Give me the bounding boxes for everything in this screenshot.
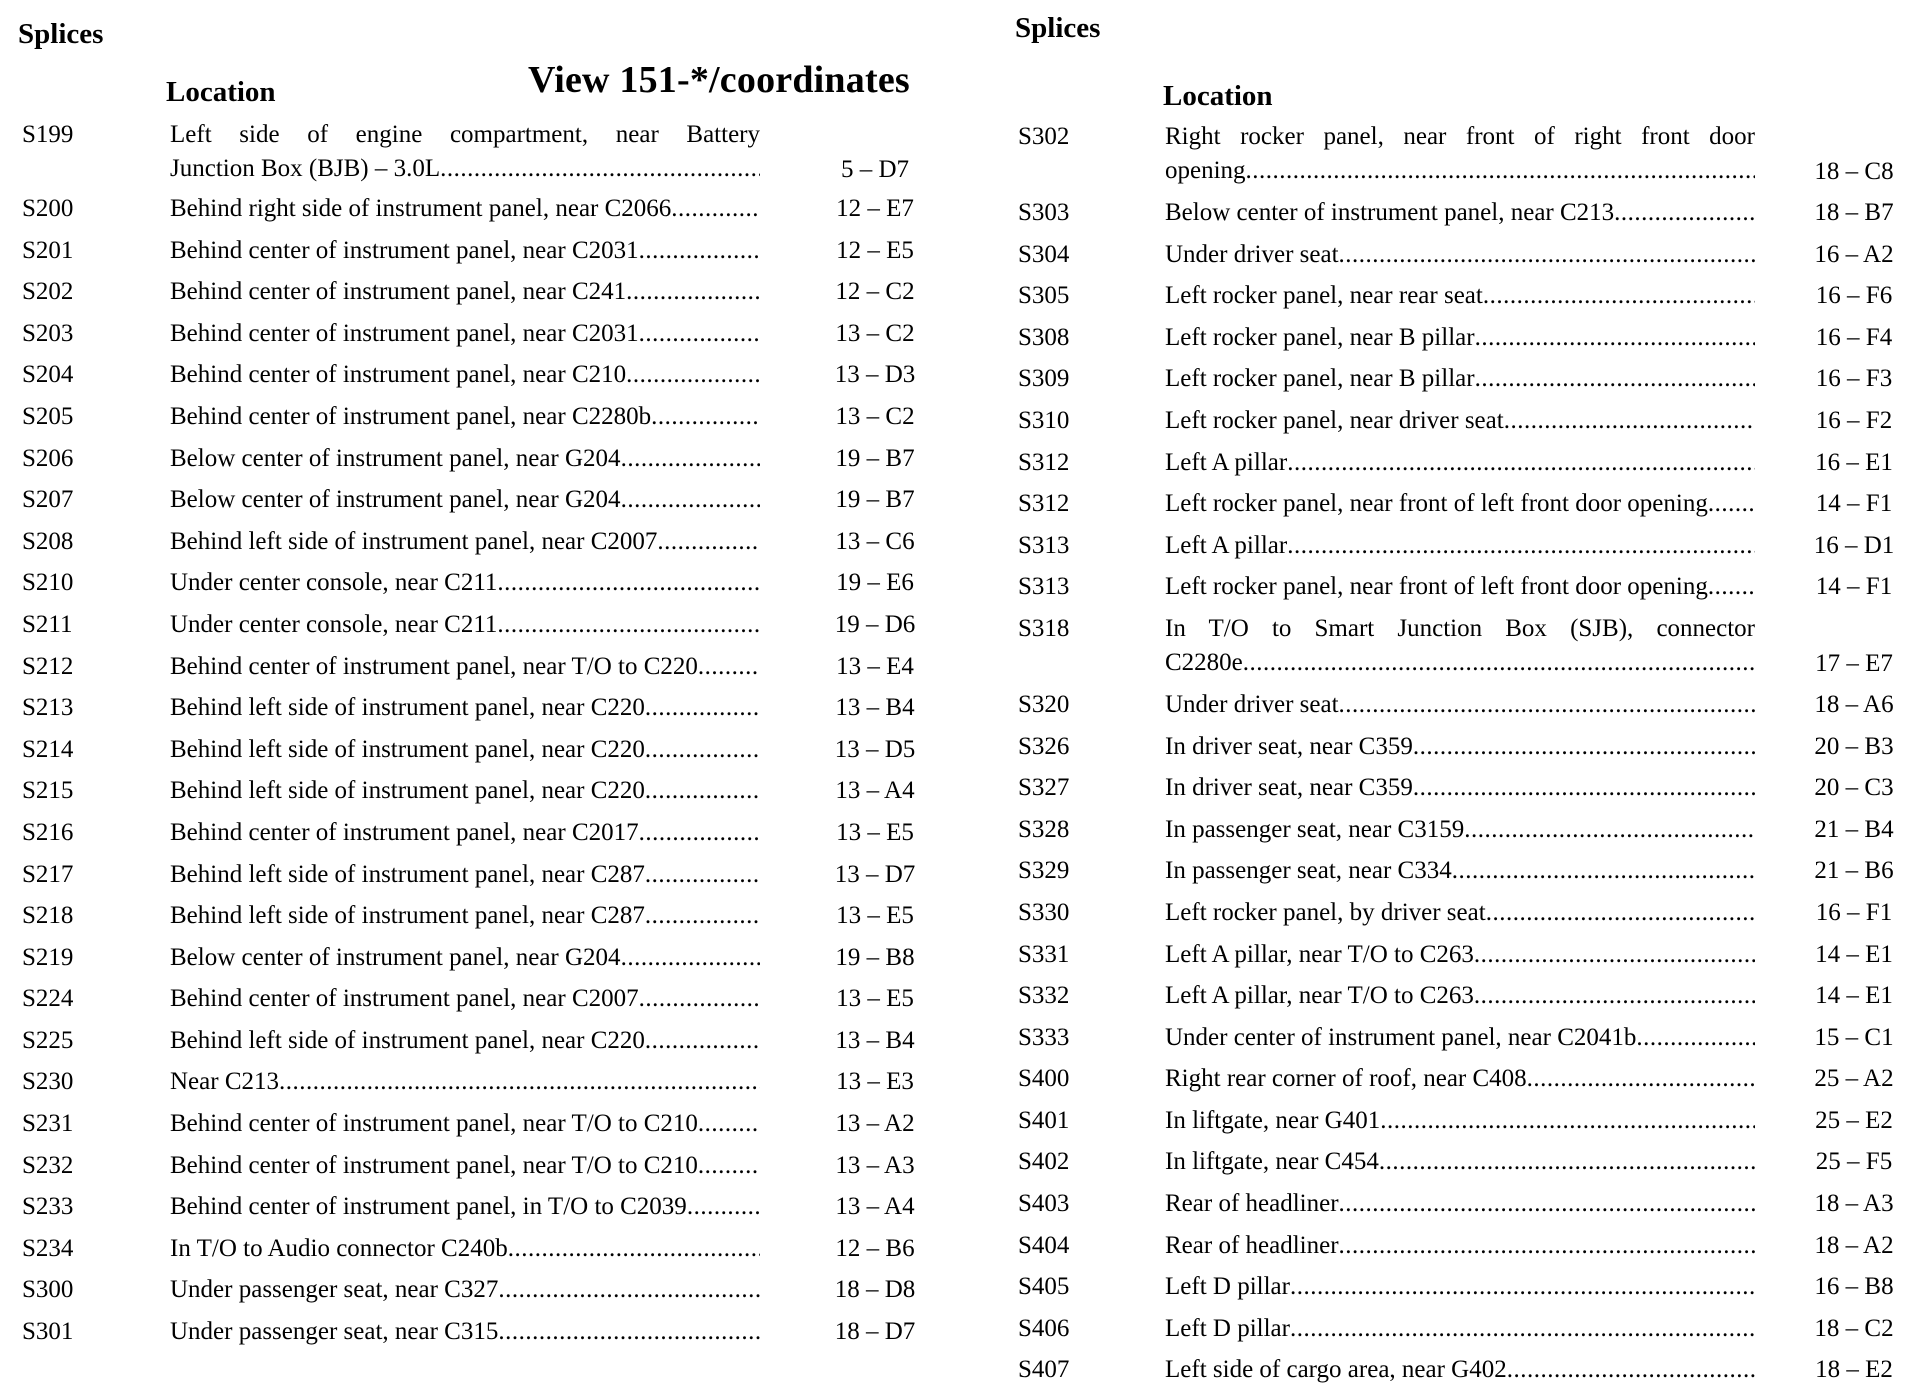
view-coordinate: 13 – A3 [835, 1151, 915, 1179]
splice-id: S215 [22, 777, 74, 805]
location-text: Left D pillar [1165, 1273, 1290, 1301]
location-text: Behind center of instrument panel, near C2031 [170, 319, 639, 347]
splice-id: S320 [1018, 690, 1070, 718]
view-coordinate: 18 – C8 [1814, 158, 1894, 185]
location-text: Near C213 [170, 1068, 279, 1096]
dot-leader [1474, 938, 1755, 972]
splice-location [170, 982, 760, 1016]
splice-location [170, 1190, 760, 1224]
splice-location [1165, 730, 1755, 764]
splice-location [170, 858, 760, 892]
dot-leader [1413, 730, 1755, 764]
splice-id: S210 [22, 569, 74, 597]
splice-id: S207 [22, 486, 74, 514]
splice-id: S219 [22, 943, 74, 971]
location-text: Left A pillar, near T/O to C263 [1165, 982, 1474, 1010]
dot-leader [687, 1190, 760, 1224]
splice-id: S333 [1018, 1023, 1070, 1051]
dot-leader [1380, 1104, 1755, 1138]
location-text: Behind center of instrument panel, near C2007 [170, 985, 639, 1013]
splice-id: S404 [1018, 1231, 1070, 1259]
splice-location [170, 234, 760, 268]
view-coordinate: 18 – B7 [1814, 199, 1894, 226]
location-text: Behind center of instrument panel, near T/O to C220 [170, 652, 698, 680]
dot-leader [1708, 570, 1755, 604]
location-text: Behind right side of instrument panel, near C2066 [170, 195, 672, 222]
splice-id: S406 [1018, 1314, 1070, 1342]
splice-id: S302 [1018, 123, 1070, 150]
dot-leader [1339, 1229, 1755, 1263]
view-coordinate: 13 – E5 [836, 818, 914, 846]
dot-leader [1287, 529, 1755, 563]
dot-leader [698, 1107, 760, 1141]
dot-leader [1483, 279, 1755, 313]
location-text: In liftgate, near C454 [1165, 1148, 1379, 1176]
location-text: Behind center of instrument panel, near C210 [170, 361, 627, 389]
splice-location [170, 483, 760, 517]
splice-location [170, 816, 760, 850]
splice-location [170, 275, 760, 309]
dot-leader [1339, 1187, 1755, 1221]
dot-leader [1475, 321, 1755, 355]
splice-id: S304 [1018, 240, 1070, 268]
splice-location [170, 442, 760, 476]
splice-id: S206 [22, 444, 74, 472]
splice-location [170, 941, 760, 975]
location-text: Below center of instrument panel, near C213 [1165, 199, 1615, 226]
splice-id: S199 [22, 121, 74, 148]
dot-leader [657, 525, 760, 559]
dot-leader [626, 275, 760, 309]
dot-leader [645, 691, 760, 725]
splice-location [170, 1232, 760, 1266]
splice-location [1165, 1229, 1755, 1263]
location-text: Right rocker panel, near front of right front door [1165, 123, 1755, 150]
splice-id: S403 [1018, 1190, 1070, 1218]
splice-id: S211 [22, 610, 73, 638]
splice-location [170, 566, 760, 600]
location-header: Location [166, 76, 276, 108]
splice-id: S216 [22, 818, 74, 846]
dot-leader [639, 816, 760, 850]
view-coordinate: 13 – D3 [834, 361, 916, 389]
splice-id: S331 [1018, 940, 1070, 968]
dot-leader [1290, 1270, 1755, 1304]
splice-location [1165, 1270, 1755, 1304]
location-text: Below center of instrument panel, near G204 [170, 486, 621, 514]
location-text: Left side of cargo area, near G402 [1165, 1356, 1507, 1384]
dot-leader [1504, 404, 1755, 438]
location-text: Behind center of instrument panel, near T/O to C210 [170, 1110, 698, 1138]
splice-id: S308 [1018, 323, 1070, 351]
view-coordinate: 25 – F5 [1815, 1148, 1893, 1176]
location-text: Behind center of instrument panel, near C2031 [170, 236, 639, 264]
splice-id: S318 [1018, 614, 1070, 642]
splice-location [170, 317, 760, 351]
view-coordinate: 18 – E2 [1815, 1356, 1893, 1384]
location-text: Rear of headliner [1165, 1190, 1339, 1218]
splice-location [1165, 570, 1755, 604]
splice-location [170, 1315, 760, 1349]
splice-id: S217 [22, 860, 74, 888]
splice-location [170, 118, 760, 186]
splice-id: S313 [1018, 531, 1070, 559]
dot-leader [1486, 896, 1755, 930]
splice-location [170, 1024, 760, 1058]
splice-location [1165, 404, 1755, 438]
location-text: In liftgate, near G401 [1165, 1106, 1381, 1134]
dot-leader [1527, 1062, 1755, 1096]
dot-leader [1474, 979, 1755, 1013]
location-text: In driver seat, near C359 [1165, 732, 1413, 760]
view-coordinate: 13 – E3 [836, 1068, 914, 1096]
view-coordinate: 19 – B7 [835, 444, 915, 472]
splice-id: S230 [22, 1068, 74, 1096]
location-text: Behind center of instrument panel, near C2280b [170, 402, 652, 430]
location-text: Left A pillar [1165, 448, 1288, 476]
location-text: Behind left side of instrument panel, near C287 [170, 860, 645, 888]
section-title: Splices [1015, 12, 1101, 44]
splice-location [170, 650, 760, 684]
dot-leader [626, 358, 760, 392]
splice-id: S231 [22, 1110, 74, 1138]
splice-id: S312 [1018, 448, 1070, 476]
splice-id: S218 [22, 902, 74, 930]
dot-leader [497, 566, 760, 600]
location-text: Under passenger seat, near C315 [170, 1318, 499, 1346]
location-text: Left A pillar [1165, 531, 1288, 559]
dot-leader [1708, 487, 1755, 521]
splice-location [1165, 1104, 1755, 1138]
view-coordinate: 19 – E6 [836, 569, 914, 597]
splice-location [1165, 938, 1755, 972]
dot-leader [1290, 1312, 1755, 1346]
view-coordinate: 18 – D8 [834, 1276, 916, 1304]
splice-id: S327 [1018, 774, 1070, 802]
view-coordinate: 12 – E7 [836, 195, 914, 222]
dot-leader [1287, 446, 1755, 480]
splice-id: S300 [22, 1276, 74, 1304]
splice-id: S328 [1018, 815, 1070, 843]
splice-location [1165, 979, 1755, 1013]
location-text: Behind center of instrument panel, near C241 [170, 278, 627, 306]
location-text: In passenger seat, near C334 [1165, 857, 1452, 885]
dot-leader [440, 152, 760, 186]
dot-leader [639, 982, 760, 1016]
splice-id: S214 [22, 735, 74, 763]
dot-leader [645, 733, 760, 767]
location-text: Left rocker panel, near front of left front door opening [1165, 573, 1708, 601]
view-coordinate: 13 – B4 [835, 1026, 915, 1054]
splice-id: S205 [22, 402, 74, 430]
dot-leader [498, 1315, 760, 1349]
view-coordinate: 14 – F1 [1815, 573, 1893, 601]
splice-location [170, 192, 760, 226]
location-text: Behind left side of instrument panel, near C287 [170, 902, 645, 930]
splice-location [1165, 529, 1755, 563]
location-text: Left rocker panel, near driver seat [1165, 406, 1504, 434]
view-coordinate: 13 – A4 [835, 777, 915, 805]
dot-leader [1339, 688, 1755, 722]
location-text: In passenger seat, near C3159 [1165, 815, 1465, 843]
view-coordinate: 13 – E5 [836, 985, 914, 1013]
section-title: Splices [18, 18, 104, 50]
splice-location [170, 525, 760, 559]
view-coordinate: 12 – B6 [835, 1234, 915, 1262]
splice-id: S329 [1018, 857, 1070, 885]
splice-id: S232 [22, 1151, 74, 1179]
splice-location [170, 1149, 760, 1183]
view-coordinate: 13 – A4 [835, 1193, 915, 1221]
view-coordinate: 13 – B4 [835, 694, 915, 722]
dot-leader [1636, 1021, 1755, 1055]
splice-location [1165, 362, 1755, 396]
splice-id: S402 [1018, 1148, 1070, 1176]
dot-leader [698, 1149, 760, 1183]
view-coordinate: 14 – E1 [1815, 982, 1893, 1010]
location-text: Left A pillar, near T/O to C263 [1165, 940, 1474, 968]
location-text: Left rocker panel, by driver seat [1165, 898, 1486, 926]
splice-location [1165, 688, 1755, 722]
location-text: Rear of headliner [1165, 1231, 1339, 1259]
view-coordinate: 14 – F1 [1815, 490, 1893, 518]
splice-id: S233 [22, 1193, 74, 1221]
view-coordinate: 19 – B8 [835, 943, 915, 971]
location-text: Behind left side of instrument panel, near C220 [170, 694, 645, 722]
view-coordinate: 19 – D6 [834, 610, 916, 638]
splice-id: S401 [1018, 1106, 1070, 1134]
location-text: Under center console, near C211 [170, 610, 498, 638]
dot-leader [1614, 196, 1755, 230]
splice-location [1165, 771, 1755, 805]
view-coordinate: 16 – F4 [1815, 323, 1893, 351]
location-header: Location [1163, 80, 1273, 112]
view-coordinate: 18 – A2 [1814, 1231, 1894, 1259]
dot-leader [621, 442, 760, 476]
view-coordinate: 18 – C2 [1814, 1314, 1894, 1342]
location-text: Under center console, near C211 [170, 569, 498, 597]
view-coordinate: 13 – E5 [836, 902, 914, 930]
dot-leader [1507, 1353, 1755, 1387]
dot-leader [698, 650, 760, 684]
view-coordinate: 13 – C6 [835, 527, 915, 555]
splice-id: S213 [22, 694, 74, 722]
view-coordinate: 16 – F6 [1815, 282, 1893, 310]
view-coordinate: 12 – C2 [835, 278, 915, 306]
splice-location [1165, 1062, 1755, 1096]
splice-id: S407 [1018, 1356, 1070, 1384]
splice-id: S200 [22, 195, 74, 222]
dot-leader [1243, 646, 1755, 680]
view-coordinate: 15 – C1 [1814, 1023, 1894, 1051]
view-coordinate: 19 – B7 [835, 486, 915, 514]
splice-id: S305 [1018, 282, 1070, 310]
splice-id: S301 [22, 1318, 74, 1346]
dot-leader [1339, 238, 1755, 272]
location-text: opening [1165, 157, 1246, 184]
dot-leader [621, 941, 760, 975]
splice-location [170, 1273, 760, 1307]
dot-leader [671, 192, 760, 226]
location-text: In T/O to Smart Junction Box (SJB), connector [1165, 614, 1755, 642]
dot-leader [645, 774, 760, 808]
splice-location [170, 1065, 760, 1099]
view-coordinate: 12 – E5 [836, 236, 914, 264]
view-coordinate: 25 – A2 [1814, 1065, 1894, 1093]
splice-id: S234 [22, 1234, 74, 1262]
dot-leader [645, 1024, 760, 1058]
splice-id: S332 [1018, 982, 1070, 1010]
splice-location [170, 774, 760, 808]
view-coordinate: 16 – F2 [1815, 406, 1893, 434]
view-coordinate: 20 – C3 [1814, 774, 1894, 802]
splice-location [170, 358, 760, 392]
splice-id: S201 [22, 236, 74, 264]
splice-id: S310 [1018, 406, 1070, 434]
location-text: Left rocker panel, near B pillar [1165, 365, 1475, 393]
splice-location [1165, 446, 1755, 480]
splice-id: S330 [1018, 898, 1070, 926]
splice-location [170, 608, 760, 642]
location-text: Left rocker panel, near rear seat [1165, 282, 1483, 310]
location-text: Left D pillar [1165, 1314, 1290, 1342]
view-coordinate: 16 – A2 [1814, 240, 1894, 268]
splice-location [1165, 1312, 1755, 1346]
view-coordinate: 13 – E4 [836, 652, 914, 680]
splice-id: S312 [1018, 490, 1070, 518]
splice-location [1165, 487, 1755, 521]
location-text: Under passenger seat, near C327 [170, 1276, 499, 1304]
location-text: Below center of instrument panel, near G204 [170, 943, 621, 971]
splice-location [1165, 854, 1755, 888]
splice-id: S212 [22, 652, 74, 680]
splice-location [1165, 1353, 1755, 1387]
location-text: In T/O to Audio connector C240b [170, 1234, 508, 1262]
location-text: Under center of instrument panel, near C2041b [1165, 1023, 1637, 1051]
view-coordinate: 14 – E1 [1815, 940, 1893, 968]
splice-id: S303 [1018, 199, 1070, 226]
splice-location [1165, 896, 1755, 930]
view-coordinate: 16 – F1 [1815, 898, 1893, 926]
location-text: Behind left side of instrument panel, near C2007 [170, 527, 658, 555]
splice-id: S204 [22, 361, 74, 389]
splice-location [1165, 279, 1755, 313]
location-text: Below center of instrument panel, near G204 [170, 444, 621, 472]
location-text: Under driver seat [1165, 690, 1339, 718]
dot-leader [651, 400, 760, 434]
splice-id: S202 [22, 278, 74, 306]
dot-leader [498, 1273, 760, 1307]
splice-location [1165, 1145, 1755, 1179]
splice-location [1165, 813, 1755, 847]
splice-id: S208 [22, 527, 74, 555]
location-text: Behind center of instrument panel, near C2017 [170, 818, 639, 846]
location-text: Behind left side of instrument panel, near C220 [170, 777, 645, 805]
splice-id: S225 [22, 1026, 74, 1054]
dot-leader [279, 1065, 760, 1099]
location-text: Left rocker panel, near front of left front door opening [1165, 490, 1708, 518]
view-coordinate: 25 – E2 [1815, 1106, 1893, 1134]
view-coordinate: 18 – A3 [1814, 1190, 1894, 1218]
splice-location [170, 899, 760, 933]
location-text: C2280e [1165, 648, 1243, 676]
splice-id: S400 [1018, 1065, 1070, 1093]
splice-location [1165, 321, 1755, 355]
location-text: Right rear corner of roof, near C408 [1165, 1065, 1527, 1093]
splice-location [1165, 196, 1755, 230]
splice-location [170, 400, 760, 434]
dot-leader [1413, 771, 1755, 805]
view-coordinate: 13 – C2 [835, 402, 915, 430]
view-coordinate: 16 – B8 [1814, 1273, 1894, 1301]
view-coordinate: 13 – D5 [834, 735, 916, 763]
dot-leader [1246, 154, 1755, 188]
dot-leader [1464, 813, 1755, 847]
splice-id: S224 [22, 985, 74, 1013]
view-coordinate: 5 – D7 [840, 156, 910, 183]
splice-location [1165, 120, 1755, 188]
dot-leader [645, 899, 760, 933]
splice-id: S203 [22, 319, 74, 347]
location-text: Under driver seat [1165, 240, 1339, 268]
dot-leader [508, 1232, 760, 1266]
dot-leader [639, 317, 760, 351]
view-coordinate: 20 – B3 [1814, 732, 1894, 760]
splice-id: S405 [1018, 1273, 1070, 1301]
splice-location [1165, 1021, 1755, 1055]
view-coordinate: 21 – B6 [1814, 857, 1894, 885]
location-text: Behind center of instrument panel, in T/O to C2039 [170, 1193, 687, 1221]
splice-id: S326 [1018, 732, 1070, 760]
view-coordinate: 18 – A6 [1814, 690, 1894, 718]
location-text: Left rocker panel, near B pillar [1165, 323, 1475, 351]
splice-location [1165, 612, 1755, 680]
splice-location [170, 691, 760, 725]
dot-leader [639, 234, 760, 268]
location-text: Behind left side of instrument panel, near C220 [170, 1026, 645, 1054]
dot-leader [1452, 854, 1755, 888]
dot-leader [1475, 362, 1755, 396]
dot-leader [645, 858, 760, 892]
view-coordinate: 13 – C2 [835, 319, 915, 347]
view-coordinate: 13 – D7 [834, 860, 916, 888]
dot-leader [1379, 1145, 1755, 1179]
location-text: In driver seat, near C359 [1165, 774, 1413, 802]
location-text: Junction Box (BJB) – 3.0L [170, 155, 441, 182]
view-coordinates-header: View 151-*/coordinates [528, 59, 910, 101]
dot-leader [621, 483, 760, 517]
view-coordinate: 17 – E7 [1815, 649, 1893, 677]
view-coordinate: 21 – B4 [1814, 815, 1894, 843]
location-text: Behind left side of instrument panel, near C220 [170, 735, 645, 763]
location-text: Left side of engine compartment, near Battery [170, 121, 760, 148]
view-coordinate: 16 – E1 [1815, 448, 1893, 476]
dot-leader [497, 608, 760, 642]
splice-id: S313 [1018, 573, 1070, 601]
view-coordinate: 16 – F3 [1815, 365, 1893, 393]
view-coordinate: 13 – A2 [835, 1110, 915, 1138]
splice-location [170, 1107, 760, 1141]
splice-location [1165, 238, 1755, 272]
view-coordinate: 16 – D1 [1813, 531, 1895, 559]
view-coordinate: 18 – D7 [834, 1318, 916, 1346]
splice-location [1165, 1187, 1755, 1221]
location-text: Behind center of instrument panel, near T/O to C210 [170, 1151, 698, 1179]
splice-id: S309 [1018, 365, 1070, 393]
splice-location [170, 733, 760, 767]
